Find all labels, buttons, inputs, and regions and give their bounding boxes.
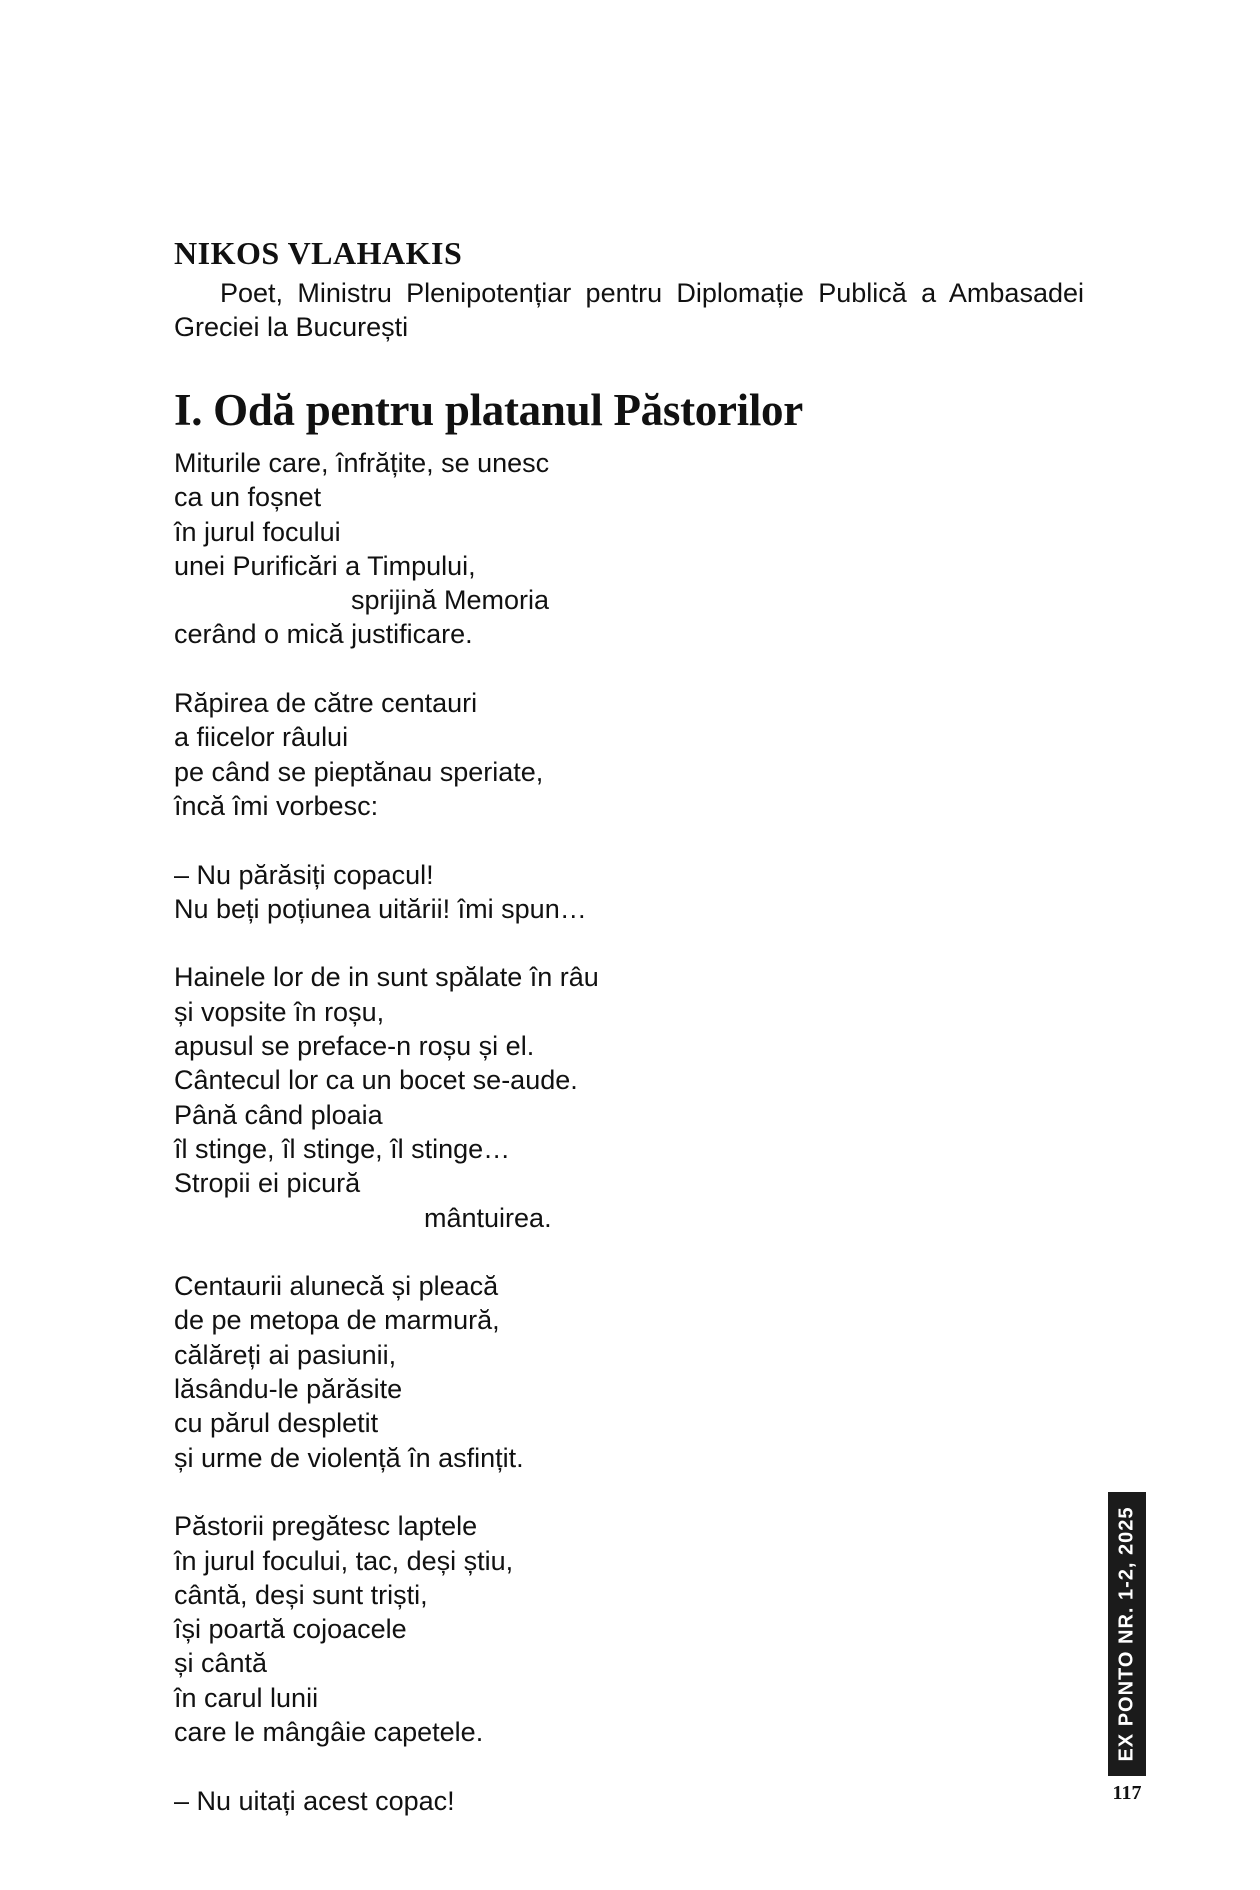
poem-line: unei Purificări a Timpului, [174,550,476,581]
page-number: 117 [1112,1782,1142,1804]
poem-stanza [174,1269,1054,1475]
poem-line: călăreți ai pasiunii, [174,1339,397,1370]
poem-line: Stropii ei picură [174,1168,361,1199]
poem-line: Centaurii alunecă și pleacă [174,1271,499,1302]
author-name: NIKOS VLAHAKIS [174,235,463,271]
poem-line: Cântecul lor ca un bocet se-aude. [174,1065,578,1096]
poem-line: sprijină Memoria [351,585,550,616]
poem-line: încă îmi vorbesc: [174,790,379,821]
poem-line: mântuirea. [424,1202,552,1233]
poem-stanza [174,1509,1054,1749]
poem-line: lăsându-le părăsite [174,1374,403,1405]
poem-line: pe când se pieptănau speriate, [174,756,544,787]
poem-line: îl stinge, îl stinge, îl stinge… [174,1133,511,1164]
journal-side-tab [1108,1492,1146,1776]
author-bio: Poet, Ministru Plenipotențiar pentru Diplomație Publică a Ambasadei Greciei la București [174,278,1084,342]
poem-line: cerând o mică justificare. [174,619,473,650]
poem-stanza [174,446,1054,652]
poem-line: ca un foșnet [174,482,322,513]
poem-line: Până când ploaia [174,1099,383,1130]
poem-line: cântă, deși sunt triști, [174,1579,428,1610]
poem-line: în carul lunii [174,1682,319,1713]
poem-line: Miturile care, înfrățite, se unesc [174,448,550,478]
poem-line: își poartă cojoacele [174,1614,407,1645]
poem-line: de pe metopa de marmură, [174,1305,500,1336]
poem-body [174,446,1054,1852]
poem-stanza [174,858,1054,927]
poem-line: a fiicelor râului [174,722,349,753]
poem-line: Păstorii pregătesc laptele [174,1511,478,1542]
poem-title: I. Odă pentru platanul Păstorilor [174,385,803,435]
poem-line: în jurul focului [174,516,341,547]
poem-stanza [174,686,1054,823]
poem-line: și urme de violență în asfințit. [174,1442,524,1473]
poem-line: Nu beți poțiunea uitării! îmi spun… [174,893,587,924]
poem-line: apusul se preface-n roșu și el. [174,1031,535,1062]
poem-line: Răpirea de către centauri [174,688,478,719]
poem-line: – Nu uitați acest copac! [174,1785,455,1816]
poem-line: care le mângâie capetele. [174,1716,484,1747]
journal-issue-label: EX PONTO NR. 1-2, 2025 [1115,1506,1138,1762]
poem-line: – Nu părăsiți copacul! [174,859,434,890]
poem-stanza [174,960,1054,1234]
poem-line: și vopsite în roșu, [174,996,385,1027]
poem-line: cu părul despletit [174,1408,379,1439]
poem-line: și cântă [174,1648,268,1679]
poem-line: Hainele lor de in sunt spălate în râu [174,962,599,993]
poem-line: în jurul focului, tac, deși știu, [174,1545,514,1576]
poem-stanza [174,1784,1054,1818]
